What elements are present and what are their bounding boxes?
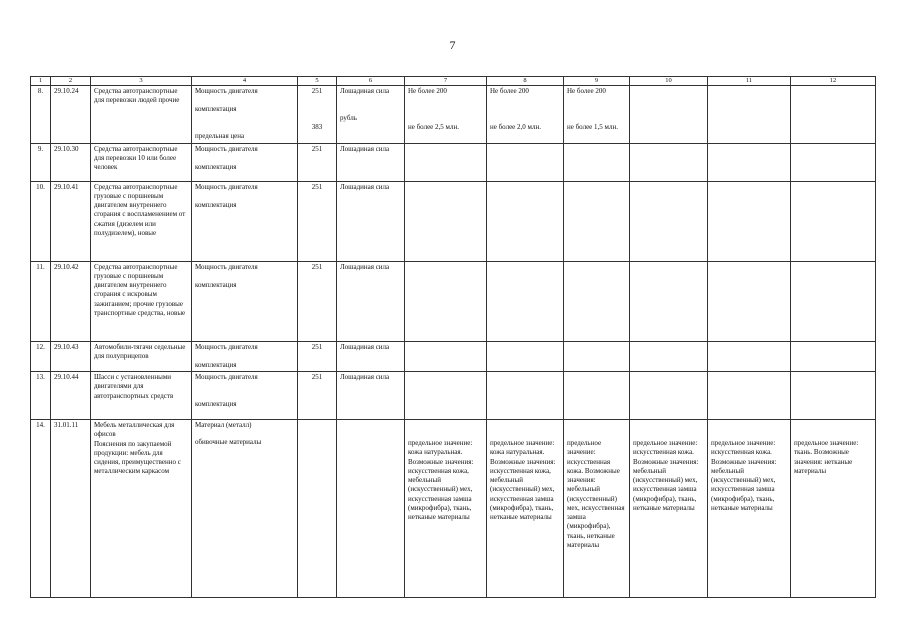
- product-name: Мебель металлическая для офисов: [94, 421, 175, 439]
- value-cell: [708, 341, 791, 371]
- characteristic: комплектация: [195, 105, 237, 114]
- value-cell: [791, 372, 876, 420]
- column-number: 5: [298, 77, 337, 86]
- value-cell: [487, 261, 564, 341]
- unit-cell: [337, 86, 405, 144]
- row-number: 8.: [31, 86, 51, 144]
- unit-name: рубль: [340, 114, 357, 123]
- value-cell: [564, 261, 630, 341]
- column-number: 7: [405, 77, 487, 86]
- value: Не более 200: [408, 87, 447, 95]
- value: предельное значение: искусственная кожа. Возможные значения: мебельный (искусственный) мех, искусственная замша (микрофибра), ткань, нетканые материалы: [633, 439, 699, 512]
- value: не более 1,5 млн.: [567, 123, 618, 132]
- value-cell: [487, 181, 564, 261]
- value-cell: [487, 372, 564, 420]
- value-cell: [405, 143, 487, 181]
- unit-code: 251: [298, 341, 337, 371]
- product-name: Средства автотранспортные для перевозки людей прочие: [91, 86, 192, 144]
- characteristic: Материал (металл): [195, 421, 252, 430]
- table-row: [31, 420, 876, 598]
- okpd-code: 29.10.43: [51, 341, 91, 371]
- product-name: Средства автотранспортные грузовые с поршневым двигателем внутреннего сгорания с искровым зажиганием; прочие грузовые транспортные средства, новые: [91, 261, 192, 341]
- characteristic: обивочные материалы: [195, 438, 262, 447]
- value-cell: [564, 341, 630, 371]
- product-name: Средства автотранспортные грузовые с поршневым двигателем внутреннего сгорания с воспламенением от сжатия (дизелем или полудизелем), новые: [91, 181, 192, 261]
- product-name: Шасси с установленными двигателями для автотранспортных средств: [91, 372, 192, 420]
- unit-code-cell: [298, 420, 337, 598]
- unit-code: 251: [298, 372, 337, 420]
- table-row: [31, 261, 876, 341]
- okpd-code: 29.10.44: [51, 372, 91, 420]
- unit-name: Лошадиная сила: [337, 341, 405, 371]
- table-row: [31, 143, 876, 181]
- unit-code: 251: [298, 143, 337, 181]
- value-cell: [630, 372, 708, 420]
- unit-name: Лошадиная сила: [337, 181, 405, 261]
- column-number: 10: [630, 77, 708, 86]
- characteristic-cell: [192, 261, 298, 341]
- characteristic: Мощность двигателя: [195, 182, 258, 191]
- column-number: 9: [564, 77, 630, 86]
- characteristic: предельная цена: [195, 132, 245, 141]
- value-cell: [708, 261, 791, 341]
- row-number: 11.: [31, 261, 51, 341]
- product-name-cell: [91, 420, 192, 598]
- value: предельное значение: искусственная кожа. Возможные значения: мебельный (искусственный) мех, искусственная замша (микрофибра), ткань, нетканые материалы: [711, 439, 777, 512]
- unit-name: Лошадиная сила: [337, 143, 405, 181]
- unit-code: 251: [311, 87, 323, 95]
- value-cell: [405, 341, 487, 371]
- okpd-code: 29.10.30: [51, 143, 91, 181]
- value-cell: [564, 181, 630, 261]
- column-number: 6: [337, 77, 405, 86]
- column-number: 12: [791, 77, 876, 86]
- okpd-code: 29.10.42: [51, 261, 91, 341]
- characteristic: Мощность двигателя: [195, 373, 258, 382]
- value-cell: [487, 143, 564, 181]
- value-cell: [405, 86, 487, 144]
- value: не более 2,0 млн.: [490, 123, 541, 132]
- value-cell: [791, 143, 876, 181]
- value-cell: [405, 420, 487, 598]
- value-cell: [791, 181, 876, 261]
- value: предельное значение: кожа натуральная. Возможные значения: искусственная кожа, мебельный (искусственный) мех, искусственная замша (микрофибра), ткань, нетканые материалы: [490, 439, 556, 522]
- value-cell: [564, 372, 630, 420]
- unit-code: 383: [311, 123, 323, 132]
- column-number: 4: [192, 77, 298, 86]
- value-cell: [708, 86, 791, 144]
- characteristic: Мощность двигателя: [195, 144, 258, 153]
- characteristic: Мощность двигателя: [195, 342, 258, 351]
- characteristic-cell: [192, 143, 298, 181]
- value-cell: [791, 420, 876, 598]
- product-note: Пояснения по закупаемой продукции: мебель для сидения, преимущественно с металлическим каркасом: [94, 439, 181, 476]
- column-number: 8: [487, 77, 564, 86]
- unit-code: 251: [298, 261, 337, 341]
- okpd-code: 29.10.41: [51, 181, 91, 261]
- characteristic: комплектация: [195, 200, 237, 209]
- column-number: 11: [708, 77, 791, 86]
- page-number: 7: [449, 38, 456, 52]
- value-cell: [708, 420, 791, 598]
- unit-code-cell: [298, 86, 337, 144]
- okpd-code: 31.01.11: [51, 420, 91, 598]
- value: предельное значение: кожа натуральная. Возможные значения: искусственная кожа, мебельный (искусственный) мех, искусственная замша (микрофибра), ткань, нетканые материалы: [408, 439, 474, 522]
- value-cell: [791, 86, 876, 144]
- requirements-table: [30, 76, 876, 598]
- value-cell: [630, 143, 708, 181]
- row-number: 10.: [31, 181, 51, 261]
- characteristic: комплектация: [195, 280, 237, 289]
- unit-cell: [337, 420, 405, 598]
- unit-code: 251: [298, 181, 337, 261]
- row-number: 13.: [31, 372, 51, 420]
- characteristic-cell: [192, 181, 298, 261]
- characteristic: комплектация: [195, 162, 237, 171]
- table-row: [31, 86, 876, 144]
- characteristic: Мощность двигателя: [195, 262, 258, 271]
- value-cell: [564, 143, 630, 181]
- characteristic-cell: [192, 372, 298, 420]
- characteristic-cell: [192, 420, 298, 598]
- product-name: Автомобили-тягачи седельные для полуприцепов: [91, 341, 192, 371]
- value-cell: [405, 261, 487, 341]
- value-cell: [487, 420, 564, 598]
- unit-name: Лошадиная сила: [337, 261, 405, 341]
- value: Не более 200: [490, 87, 529, 95]
- characteristic: Мощность двигателя: [195, 87, 258, 95]
- value-cell: [708, 372, 791, 420]
- value: не более 2,5 млн.: [408, 123, 459, 132]
- column-number-row: [31, 77, 876, 86]
- unit-name: Лошадиная сила: [340, 87, 390, 95]
- value-cell: [791, 341, 876, 371]
- value-cell: [630, 86, 708, 144]
- value-cell: [405, 372, 487, 420]
- characteristic: комплектация: [195, 360, 237, 369]
- value-cell: [630, 181, 708, 261]
- value-cell: [564, 86, 630, 144]
- okpd-code: 29.10.24: [51, 86, 91, 144]
- value-cell: [791, 261, 876, 341]
- row-number: 12.: [31, 341, 51, 371]
- value-cell: [487, 86, 564, 144]
- column-number: 2: [51, 77, 91, 86]
- row-number: 9.: [31, 143, 51, 181]
- value-cell: [630, 341, 708, 371]
- value-cell: [708, 181, 791, 261]
- characteristic-cell: [192, 86, 298, 144]
- characteristic-cell: [192, 341, 298, 371]
- characteristic: комплектация: [195, 400, 237, 409]
- table-row: [31, 341, 876, 371]
- value: предельное значение: ткань. Возможные значения: нетканые материалы: [794, 439, 859, 475]
- value-cell: [630, 420, 708, 598]
- value-cell: [564, 420, 630, 598]
- table-row: [31, 181, 876, 261]
- unit-name: Лошадиная сила: [337, 372, 405, 420]
- row-number: 14.: [31, 420, 51, 598]
- value-cell: [405, 181, 487, 261]
- value-cell: [708, 143, 791, 181]
- value: Не более 200: [567, 87, 606, 95]
- value: предельное значение: искусственная кожа. Возможные значения: мебельный (искусственный) мех, искусственная замша (микрофибра), ткань, нетканые материалы: [567, 439, 625, 549]
- product-name: Средства автотранспортные для перевозки 10 или более человек: [91, 143, 192, 181]
- value-cell: [630, 261, 708, 341]
- column-number: 3: [91, 77, 192, 86]
- value-cell: [487, 341, 564, 371]
- table-row: [31, 372, 876, 420]
- column-number: 1: [31, 77, 51, 86]
